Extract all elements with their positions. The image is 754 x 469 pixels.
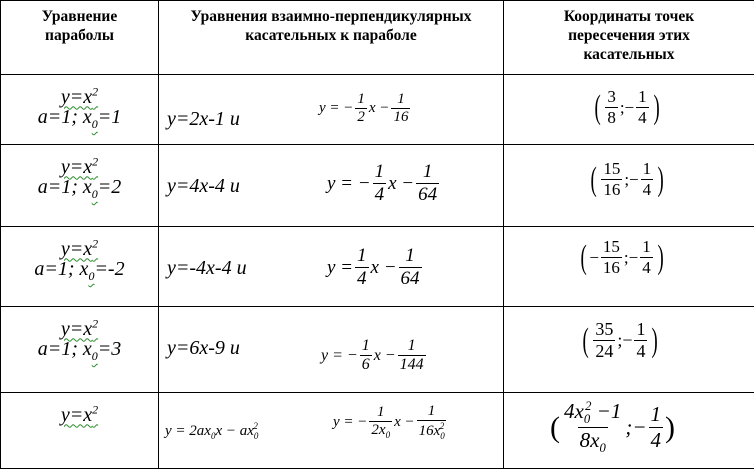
- table-row: [1, 307, 754, 393]
- point-cell: [504, 227, 754, 307]
- parabola-cell: [1, 393, 159, 469]
- intersection-point: ( $\frac{35}{24}$ ;− $\frac{1}{4}$ ): [580, 319, 661, 362]
- point-cell: [504, 393, 754, 469]
- intersection-point: ( − $\frac{15}{16}$ ;− $\frac{1}{4}$ ): [578, 237, 666, 278]
- parabola-params: a=1; $x_0=2$: [1, 175, 158, 206]
- parabola-cell: [1, 227, 159, 307]
- parabola-equation: $y=x^2$: [61, 404, 98, 426]
- parabola-equation: $y=x^2$: [61, 238, 98, 260]
- tangent-1: y=4x-4 и: [167, 175, 240, 198]
- intersection-point: ( $\frac{3}{8}$ ;− $\frac{1}{4}$ ): [592, 87, 662, 128]
- table-row: [1, 227, 754, 307]
- tangents-cell: [159, 307, 504, 393]
- parabola-cell: [1, 75, 159, 145]
- tangent-2: y = − $\frac{1}{2}$ x − $\frac{1}{16}$: [319, 91, 412, 126]
- tangents-cell: [159, 227, 504, 307]
- tangent-1-general: $y = 2ax_0x - ax_0^2$: [165, 421, 258, 441]
- tangent-2-general: y = − $\frac{1}{2x_0}$ x − $\frac{1}{16x_0^2}$: [333, 403, 448, 441]
- tangents-cell: [159, 75, 504, 145]
- tangent-1: y=6x-9 и: [167, 337, 240, 360]
- tangent-2: y = − $\frac{1}{6}$ x − $\frac{1}{144}$: [321, 337, 428, 374]
- tangent-1: y=2x-1 и: [167, 108, 240, 131]
- parabola-equation: $y=x^2$: [61, 318, 98, 340]
- table-row-general: [1, 393, 754, 469]
- tangent-2: y = $\frac{1}{4}$ x − $\frac{1}{64}$: [327, 245, 424, 290]
- parabola-params: a=1; $x_0=-2$: [1, 257, 158, 288]
- header-parabola: Уравнение параболы: [1, 1, 159, 75]
- tangents-cell: [159, 145, 504, 227]
- parabola-equation: $y=x^2$: [61, 86, 98, 108]
- table-row: [1, 75, 754, 145]
- table-row: [1, 145, 754, 227]
- tangents-cell: [159, 393, 504, 469]
- parabola-equation: $y=x^2$: [61, 156, 98, 178]
- intersection-point: ( $\frac{15}{16}$ ;− $\frac{1}{4}$ ): [588, 159, 666, 200]
- header-tangents: Уравнения взаимно-перпендикулярных касательных к параболе: [159, 1, 504, 75]
- tangent-1: y=-4x-4 и: [167, 257, 247, 280]
- parabola-params: a=1; $x_0=3$: [1, 337, 158, 368]
- point-cell: [504, 75, 754, 145]
- point-cell: [504, 307, 754, 393]
- intersection-point-general: ( $\frac{4x_0^2 -1}{8x_0}$ ;− $\frac{1}{4}$ ): [550, 399, 675, 456]
- parabola-cell: [1, 145, 159, 227]
- point-cell: [504, 145, 754, 227]
- header-points: Координаты точек пересечения этих касательных: [504, 1, 754, 75]
- parabola-params: a=1; $x_0=1$: [1, 105, 158, 136]
- parabola-cell: [1, 307, 159, 393]
- tangent-2: y = − $\frac{1}{4}$ x − $\frac{1}{64}$: [327, 161, 441, 206]
